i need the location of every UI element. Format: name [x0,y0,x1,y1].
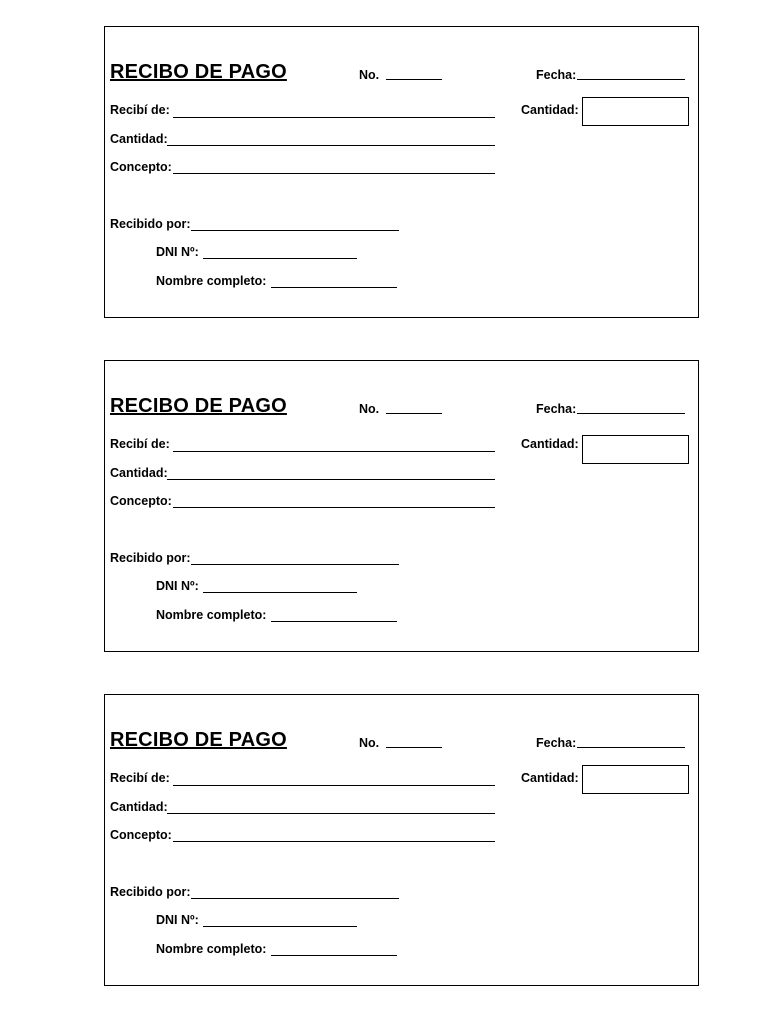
dni-label: DNI Nº: [156,245,199,259]
received-by-label: Recibido por: [110,885,191,899]
received-by-field[interactable] [191,898,399,899]
dni-field[interactable] [203,592,357,593]
date-label: Fecha: [536,402,577,416]
receipt-number-label: No. [359,68,380,82]
received-from-label: Recibí de: [110,771,170,785]
date-field[interactable] [577,413,685,414]
received-by-label: Recibido por: [110,551,191,565]
receipt-title: RECIBO DE PAGO [110,395,287,417]
receipt-title: RECIBO DE PAGO [110,729,287,751]
receipt-title: RECIBO DE PAGO [110,61,287,83]
date-field[interactable] [577,79,685,80]
amount-label: Cantidad: [110,800,168,814]
received-from-field[interactable] [173,451,495,452]
dni-field[interactable] [203,258,357,259]
full-name-label: Nombre completo: [156,274,267,288]
full-name-label: Nombre completo: [156,942,267,956]
full-name-label: Nombre completo: [156,608,267,622]
amount-field[interactable] [167,813,495,814]
full-name-field[interactable] [271,621,397,622]
amount-field[interactable] [167,145,495,146]
concept-field[interactable] [173,173,495,174]
received-from-label: Recibí de: [110,103,170,117]
amount-box-field[interactable] [582,97,689,126]
date-label: Fecha: [536,736,577,750]
concept-label: Concepto: [110,828,172,842]
received-from-field[interactable] [173,117,495,118]
concept-label: Concepto: [110,160,172,174]
receipt-number-field[interactable] [386,413,442,414]
date-field[interactable] [577,747,685,748]
receipt-number-label: No. [359,402,380,416]
receipt-number-field[interactable] [386,747,442,748]
receipt-3 [104,694,699,986]
amount-box-field[interactable] [582,435,689,464]
full-name-field[interactable] [271,287,397,288]
dni-label: DNI Nº: [156,579,199,593]
dni-field[interactable] [203,926,357,927]
concept-label: Concepto: [110,494,172,508]
receipt-number-field[interactable] [386,79,442,80]
amount-box-label: Cantidad: [521,103,579,117]
full-name-field[interactable] [271,955,397,956]
dni-label: DNI Nº: [156,913,199,927]
concept-field[interactable] [173,841,495,842]
amount-label: Cantidad: [110,132,168,146]
amount-box-label: Cantidad: [521,771,579,785]
date-label: Fecha: [536,68,577,82]
amount-box-label: Cantidad: [521,437,579,451]
received-by-field[interactable] [191,564,399,565]
received-from-field[interactable] [173,785,495,786]
concept-field[interactable] [173,507,495,508]
received-by-field[interactable] [191,230,399,231]
received-from-label: Recibí de: [110,437,170,451]
amount-label: Cantidad: [110,466,168,480]
received-by-label: Recibido por: [110,217,191,231]
amount-field[interactable] [167,479,495,480]
amount-box-field[interactable] [582,765,689,794]
receipt-1 [104,26,699,318]
receipt-number-label: No. [359,736,380,750]
receipt-2 [104,360,699,652]
